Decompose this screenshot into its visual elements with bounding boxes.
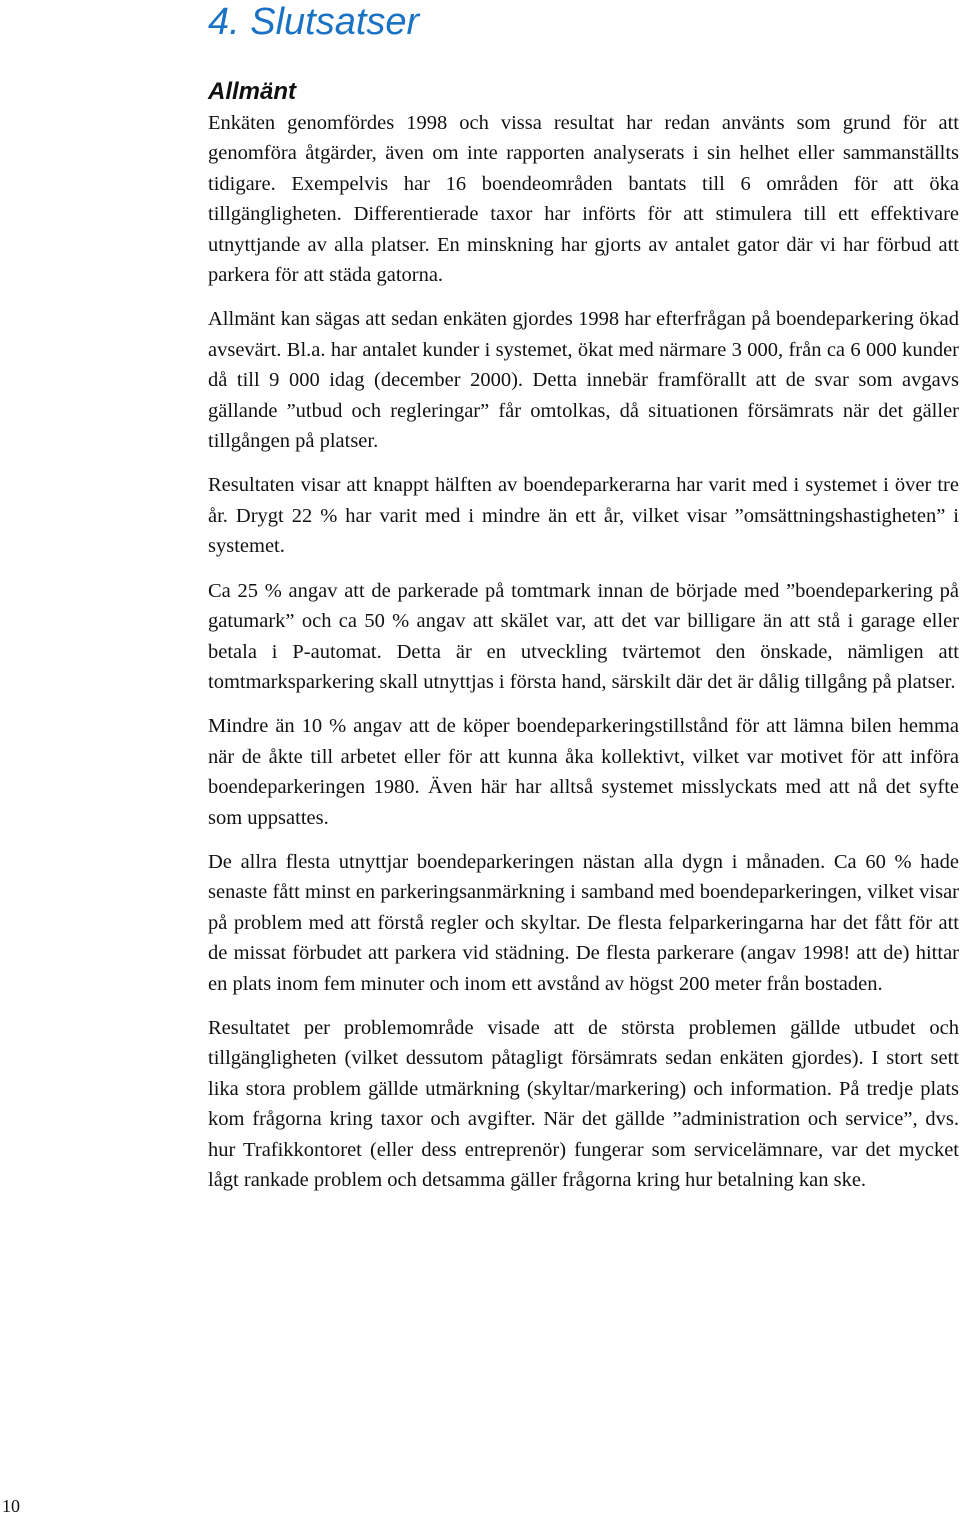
paragraph-motive: Mindre än 10 % angav att de köper boendeparkeringstillstånd för att lämna bilen hemma när de åkte till arbetet eller för att kunna åka kollektivt, vilket var motivet för att införa boendeparkeringen 1980. Även här har alltså systemet misslyckats med att nå det syfte som uppsattes. [208, 715, 959, 829]
page-number: 10 [2, 1496, 20, 1516]
paragraph-problem-areas: Resultatet per problemområde visade att de största problemen gällde utbudet och tillgängligheten (vilket dessutom påtagligt försämrats sedan enkäten gjordes). I stort sett lika stora problem gällde utmärkning (skyltar/markering) och information. På tredje plats kom frågorna kring taxor och avgifter. När det gällde ”administration och service”, dvs. hur Trafikkontoret (eller dess entreprenör) fungerar som servicelämnare, var det mycket lågt rankade problem och detsamma gäller frågorna kring hur betalning kan ske. [208, 1016, 959, 1191]
chapter-title: 4. Slutsatser [208, 1, 420, 43]
section-heading: Allmänt [208, 78, 297, 105]
paragraph-demand: Allmänt kan sägas att sedan enkäten gjordes 1998 har efterfrågan på boendeparkering ökad avsevärt. Bl.a. har antalet kunder i systemet, ökat med närmare 3 000, från ca 6 000 kunder då till 9 000 idag (december 2000). Detta innebär framförallt att de svar som avgavs gällande ”utbud och regleringar” får omtolkas, då situationen försämrats när det gäller tillgången på platser. [208, 308, 959, 453]
document-body [208, 76, 959, 1209]
paragraph-results: Resultaten visar att knappt hälften av boendeparkerarna har varit med i systemet i över tre år. Drygt 22 % har varit med i mindre än ett år, vilket visar ”omsättningshastigheten” i systemet. [208, 474, 959, 558]
paragraph-usage: De allra flesta utnyttjar boendeparkeringen nästan alla dygn i månaden. Ca 60 % hade senaste fått minst en parkeringsanmärkning i samband med boendeparkeringen, vilket visar på problem med att förstå regler och skyltar. De flesta felparkeringarna har det fått för att de missat förbudet att parkera vid städning. De flesta parkerare (angav 1998! att de) hittar en plats inom fem minuter och inom ett avstånd av högst 200 meter från bostaden. [208, 850, 959, 995]
paragraph-intro: Enkäten genomfördes 1998 och vissa resultat har redan använts som grund för att genomföra åtgärder, även om inte rapporten analyserats i sin helhet eller sammanställts tidigare. Exempelvis har 16 boendeområden bantats till 6 områden för att öka tillgängligheten. Differentierade taxor har införts för att stimulera till ett effektivare utnyttjande av alla platser. En minskning har gjorts av antalet gator där vi har förbud att parkera för att städa gatorna. [208, 112, 959, 287]
paragraph-tomtmark: Ca 25 % angav att de parkerade på tomtmark innan de började med ”boendeparkering på gatumark” och ca 50 % angav att skälet var, att det var billigare än att stå i garage eller betala i P-automat. Detta är en utveckling tvärtemot den önskade, nämligen att tomtmarksparkering skall utnyttjas i första hand, särskilt där det är dålig tillgång på platser. [208, 579, 959, 693]
